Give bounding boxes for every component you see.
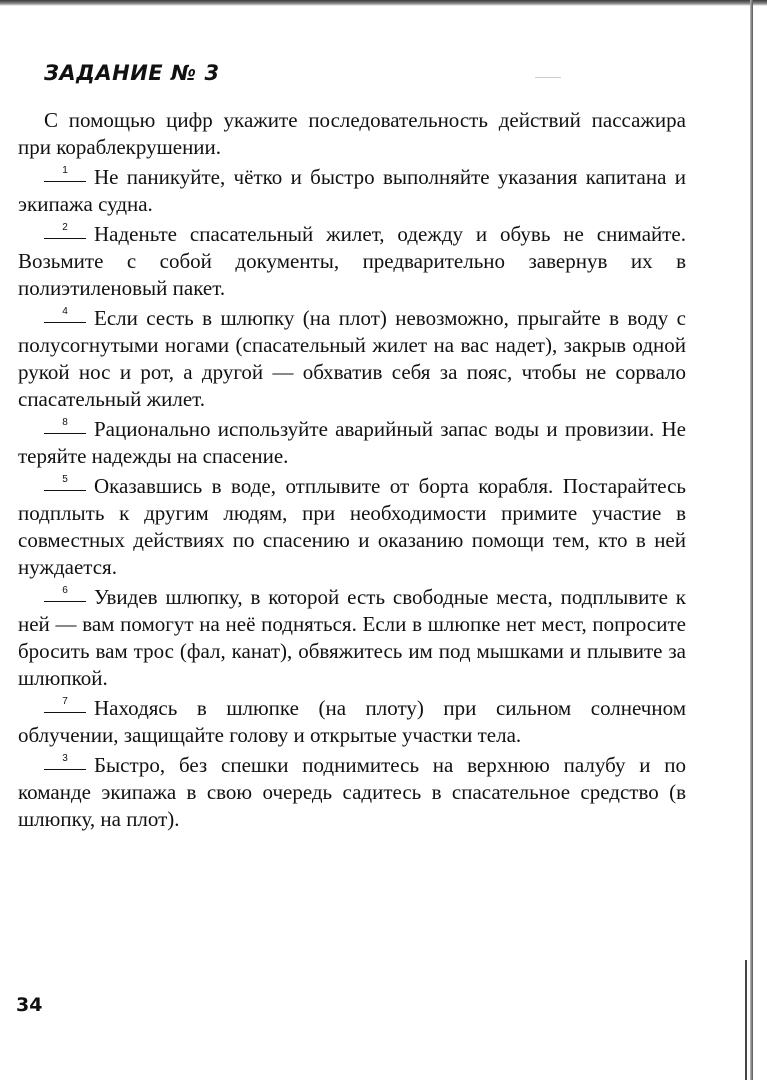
step-item [18, 164, 686, 218]
scan-right-edge [750, 0, 753, 1080]
page-number: 34 [16, 994, 43, 1016]
answer-blank[interactable] [44, 165, 86, 182]
step-text: Если сесть в шлюпку (на плот) невозможно, прыгайте в воду с полусогнутыми ногами (спасательный жилет на вас надет), закрыв одной рукой нос и рот, а другой — обхватив себя за пояс, чтобы не сорвало спасательный жилет. [18, 306, 686, 411]
scan-right-edge-low [745, 960, 747, 1080]
step-text: Наденьте спасательный жилет, одежду и обувь не снимайте. Возьмите с собой документы, предварительно завернув их в полиэтиленовый пакет. [18, 222, 686, 300]
answer-blank[interactable] [44, 753, 86, 770]
answer-number: 5 [62, 474, 68, 485]
task-instruction: С помощью цифр укажите последовательность действий пассажира при кораблекрушении. [18, 108, 686, 159]
answer-number: 2 [62, 222, 68, 233]
answer-blank[interactable] [44, 306, 86, 323]
answer-number: 1 [62, 165, 68, 176]
step-text: Быстро, без спешки поднимитесь на верхнюю палубу и по команде экипажа в свою очередь садитесь в спасательное средство (в шлюпку, на плот). [18, 753, 686, 831]
step-item [18, 221, 686, 302]
answer-number: 4 [62, 306, 68, 317]
answer-number: 7 [62, 696, 68, 707]
answer-blank[interactable] [44, 585, 86, 602]
answer-number: 8 [62, 417, 68, 428]
workbook-page [18, 60, 686, 836]
step-text: Находясь в шлюпке (на плоту) при сильном солнечном облучении, защищайте голову и открытые участки тела. [18, 696, 686, 747]
step-text: Увидев шлюпку, в которой есть свободные места, подплывите к ней — вам помогут на неё подняться. Если в шлюпке нет мест, попросите бросить вам трос (фал, канат), обвяжитесь им под мышками и плывите за шлюпкой. [18, 585, 686, 690]
answer-blank[interactable] [44, 417, 86, 434]
answer-blank[interactable] [44, 474, 86, 491]
task-title: ЗАДАНИЕ № 3 [44, 61, 220, 85]
answer-number: 6 [62, 585, 68, 596]
step-item [18, 584, 686, 692]
step-item [18, 473, 686, 581]
step-item [18, 695, 686, 749]
answer-blank[interactable] [44, 696, 86, 713]
answer-number: 3 [62, 753, 68, 764]
step-item [18, 752, 686, 833]
scan-top-edge [0, 0, 767, 6]
answer-blank[interactable] [44, 222, 86, 239]
step-item [18, 305, 686, 413]
step-item [18, 416, 686, 470]
step-text: Рационально используйте аварийный запас воды и провизии. Не теряйте надежды на спасение. [18, 417, 686, 468]
step-text: Не паникуйте, чётко и быстро выполняйте указания капитана и экипажа судна. [18, 165, 686, 216]
step-text: Оказавшись в воде, отплывите от борта корабля. Постарайтесь подплыть к другим людям, при необходимости примите участие в совместных действиях по спасению и оказанию помощи тем, кто в ней нуждается. [18, 474, 686, 579]
